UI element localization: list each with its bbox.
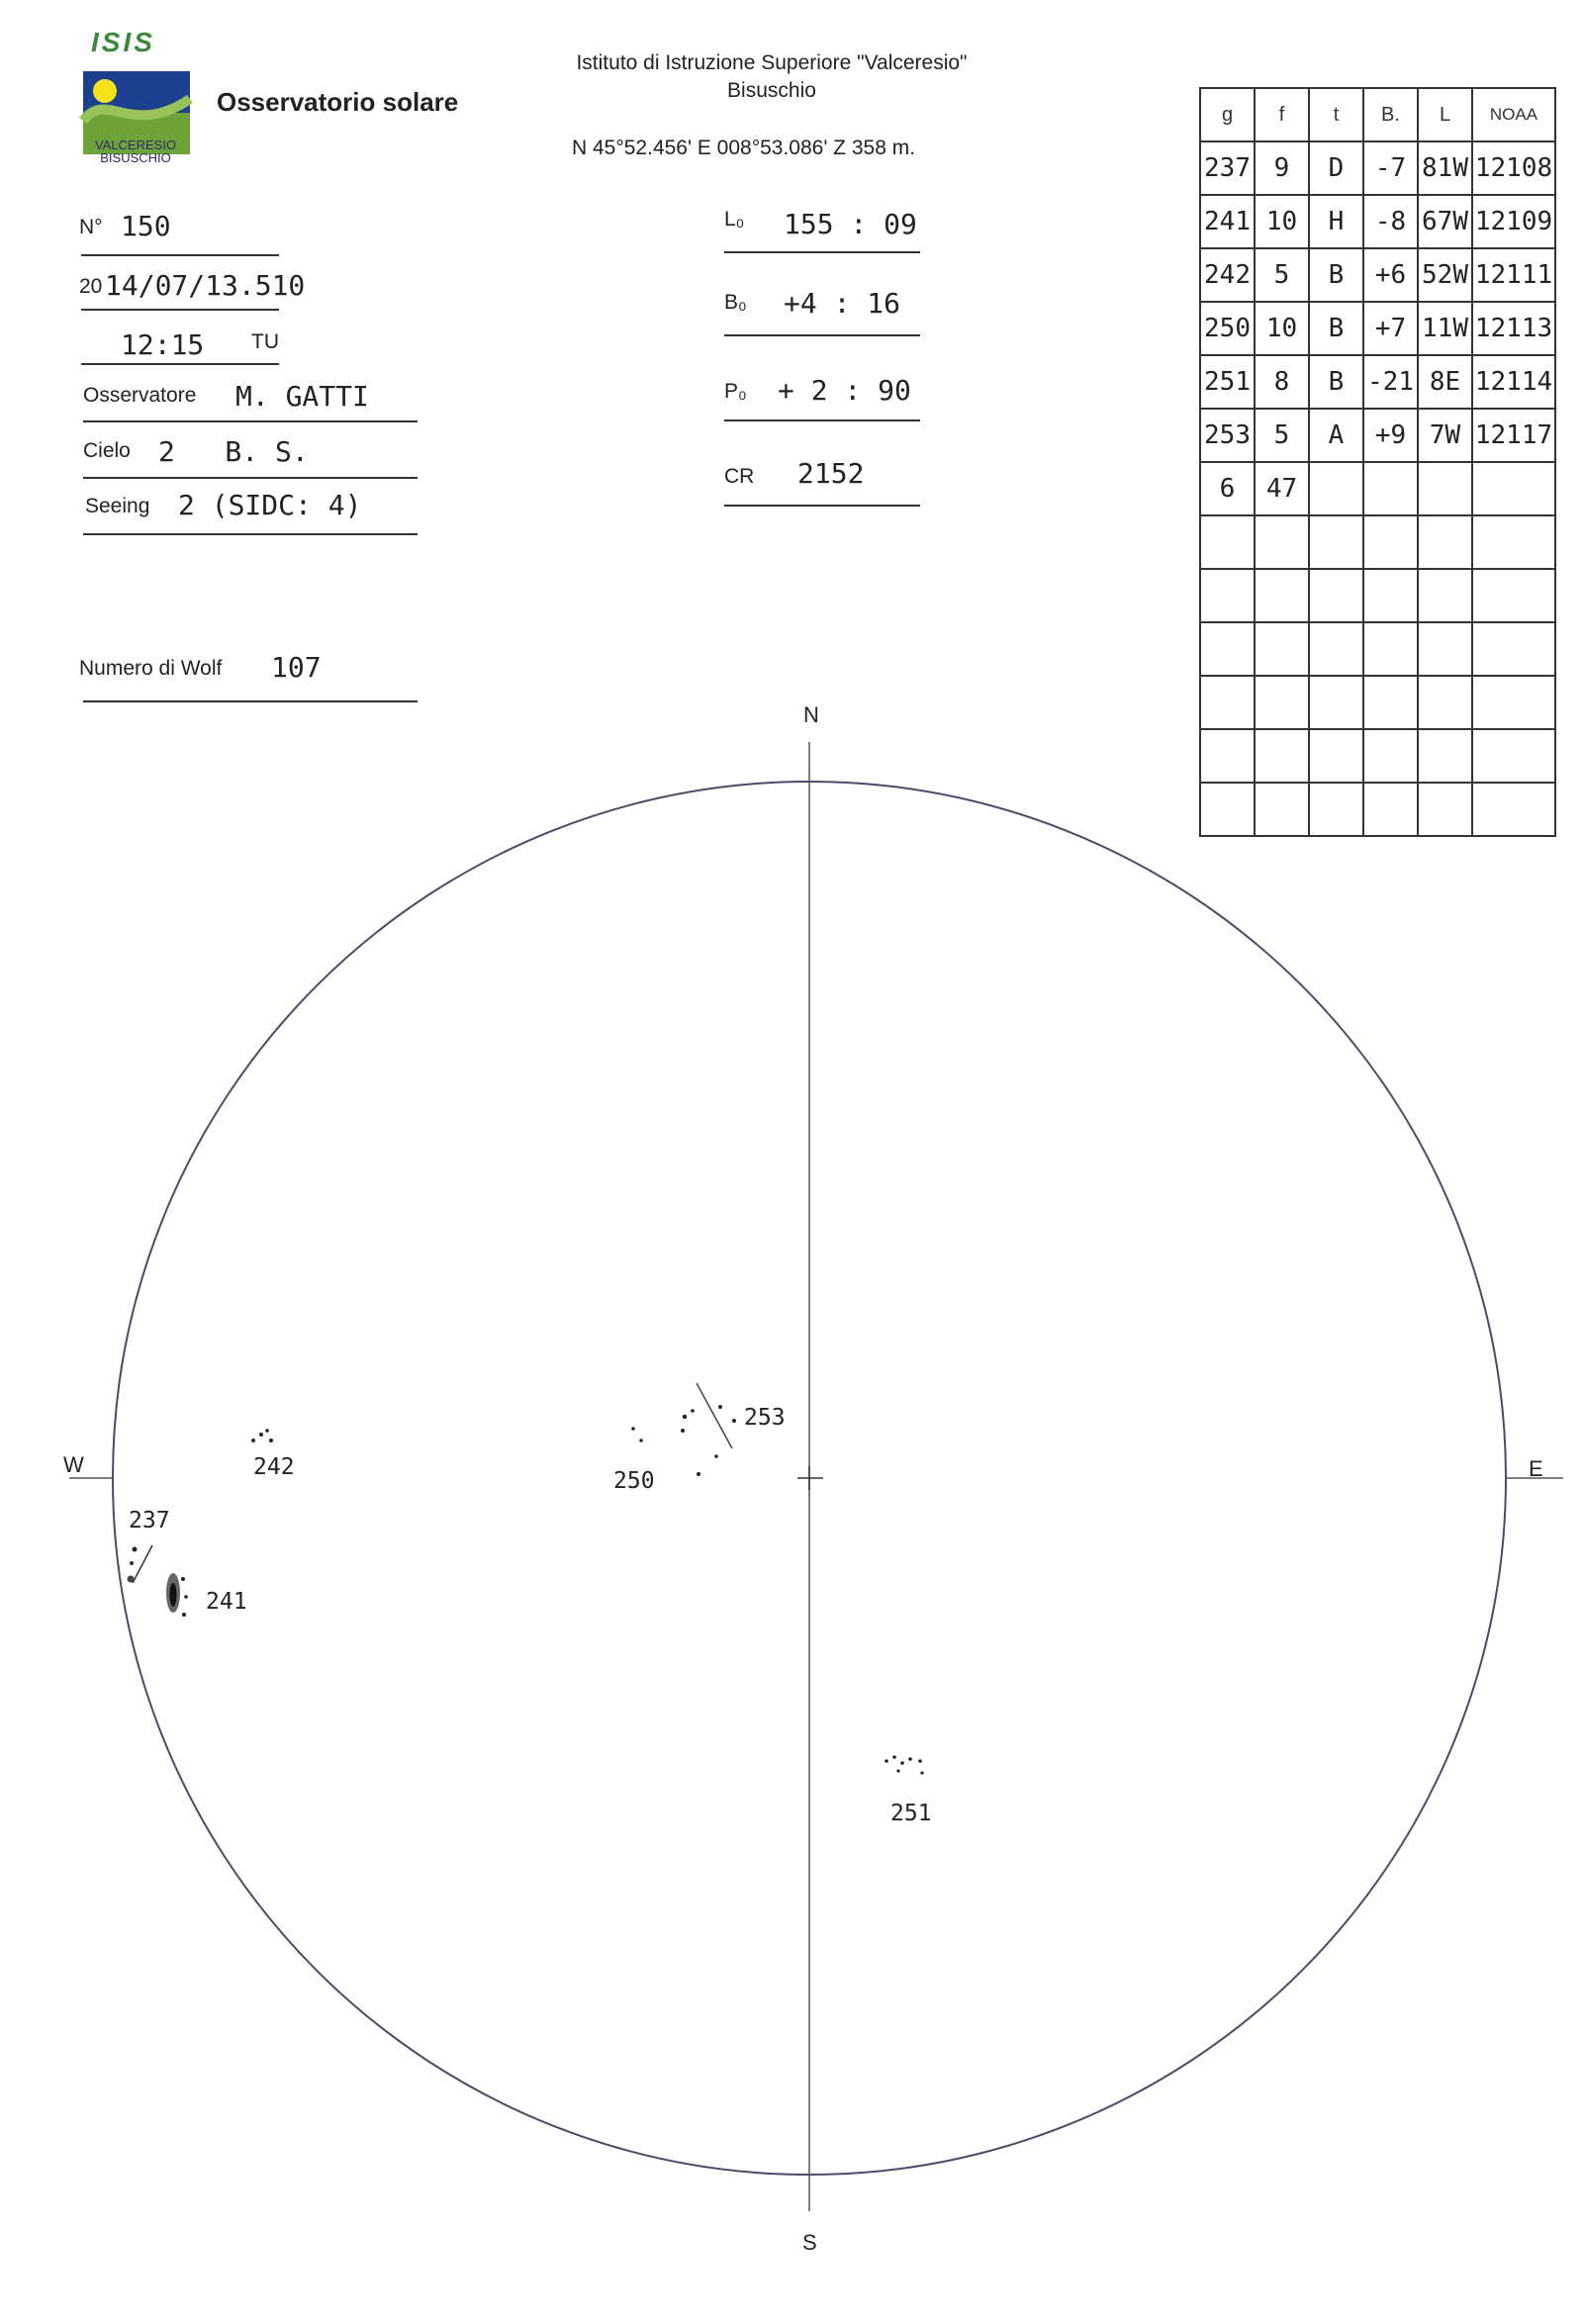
table-header-b: B. [1363, 88, 1418, 141]
table-cell-f: 5 [1255, 248, 1309, 302]
observer-label: Osservatore [83, 384, 197, 407]
table-cell-l: 67W [1418, 195, 1472, 248]
sky-label: Cielo [83, 439, 131, 462]
table-header-l: L [1418, 88, 1472, 141]
date-value: 14/07/13.510 [105, 269, 306, 302]
table-cell-noaa: 12111 [1472, 248, 1555, 302]
time-value: 12:15 [121, 328, 205, 361]
west-label: W [63, 1452, 84, 1477]
spots-251 [885, 1755, 923, 1774]
spots-242 [251, 1429, 273, 1442]
table-cell-noaa: 12109 [1472, 195, 1555, 248]
p0-label: P₀ [724, 380, 747, 403]
logo-sub-line1: VALCERESIO [94, 138, 177, 152]
table-cell-f: 5 [1255, 409, 1309, 462]
logo-sub-line2: BISUSCHIO [100, 150, 171, 165]
wolf-value: 107 [271, 651, 322, 684]
table-header-g: g [1200, 88, 1255, 141]
table-cell-t: B [1309, 355, 1363, 409]
b0-label: B₀ [724, 291, 747, 314]
logo-wordmark: ISIS [91, 27, 155, 57]
table-cell-f: 8 [1255, 355, 1309, 409]
group-label-251: 251 [890, 1801, 932, 1826]
table-cell-f: 10 [1255, 195, 1309, 248]
table-cell-g: 242 [1200, 248, 1255, 302]
table-cell-t: B [1309, 248, 1363, 302]
table-cell-l: 52W [1418, 248, 1472, 302]
l0-value: 155 : 09 [784, 208, 917, 240]
table-cell-b: -7 [1363, 141, 1418, 195]
table-cell-g: 241 [1200, 195, 1255, 248]
cr-value: 2152 [797, 457, 865, 490]
sky-value: 2 B. S. [158, 435, 309, 468]
table-cell-noaa: 12108 [1472, 141, 1555, 195]
group-label-237: 237 [129, 1508, 170, 1534]
table-cell-b: -8 [1363, 195, 1418, 248]
north-label: N [803, 702, 819, 727]
number-label: N° [79, 216, 103, 238]
group-label-241: 241 [206, 1589, 247, 1615]
observatory-title: Osservatorio solare [217, 87, 459, 117]
wolf-label: Numero di Wolf [79, 657, 223, 680]
table-cell-g: 250 [1200, 302, 1255, 355]
table-cell-noaa: 12113 [1472, 302, 1555, 355]
b0-value: +4 : 16 [784, 287, 901, 320]
time-unit: TU [251, 330, 279, 353]
table-cell-b: +7 [1363, 302, 1418, 355]
table-cell-b: -21 [1363, 355, 1418, 409]
station-coordinates: N 45°52.456' E 008°53.086' Z 358 m. [572, 137, 916, 159]
seeing-value: 2 (SIDC: 4) [178, 489, 362, 521]
table-cell-b: +9 [1363, 409, 1418, 462]
institute-line2: Bisuschio [727, 79, 816, 102]
table-header-f: f [1255, 88, 1309, 141]
spots-250 [631, 1409, 700, 1476]
spots-237-241 [128, 1545, 188, 1617]
table-header-noaa: NOAA [1472, 88, 1555, 141]
spots-253 [697, 1383, 736, 1458]
table-cell-l: 8E [1418, 355, 1472, 409]
seeing-label: Seeing [85, 495, 150, 517]
date-prefix: 20 [79, 275, 103, 298]
table-cell-noaa: 12114 [1472, 355, 1555, 409]
table-cell-g: 6 [1200, 462, 1255, 515]
table-cell-f: 47 [1255, 462, 1309, 515]
table-cell-b: +6 [1363, 248, 1418, 302]
number-value: 150 [121, 210, 171, 242]
p0-value: + 2 : 90 [778, 374, 911, 407]
south-label: S [802, 2230, 817, 2255]
group-label-250: 250 [613, 1468, 655, 1494]
east-label: E [1529, 1456, 1543, 1481]
table-cell-t: B [1309, 302, 1363, 355]
group-label-253: 253 [744, 1405, 786, 1431]
cr-label: CR [724, 465, 755, 488]
institute-line1: Istituto di Istruzione Superiore "Valceresio" [576, 51, 968, 74]
l0-label: L₀ [724, 208, 745, 231]
table-cell-l: 7W [1418, 409, 1472, 462]
table-cell-g: 251 [1200, 355, 1255, 409]
group-label-242: 242 [253, 1454, 295, 1480]
table-cell-g: 253 [1200, 409, 1255, 462]
table-header-t: t [1309, 88, 1363, 141]
table-cell-t: H [1309, 195, 1363, 248]
table-cell-l: 11W [1418, 302, 1472, 355]
table-cell-g: 237 [1200, 141, 1255, 195]
table-cell-t: D [1309, 141, 1363, 195]
table-cell-noaa: 12117 [1472, 409, 1555, 462]
table-cell-l: 81W [1418, 141, 1472, 195]
table-cell-t: A [1309, 409, 1363, 462]
table-cell-f: 9 [1255, 141, 1309, 195]
observer-value: M. GATTI [235, 380, 369, 413]
table-cell-f: 10 [1255, 302, 1309, 355]
